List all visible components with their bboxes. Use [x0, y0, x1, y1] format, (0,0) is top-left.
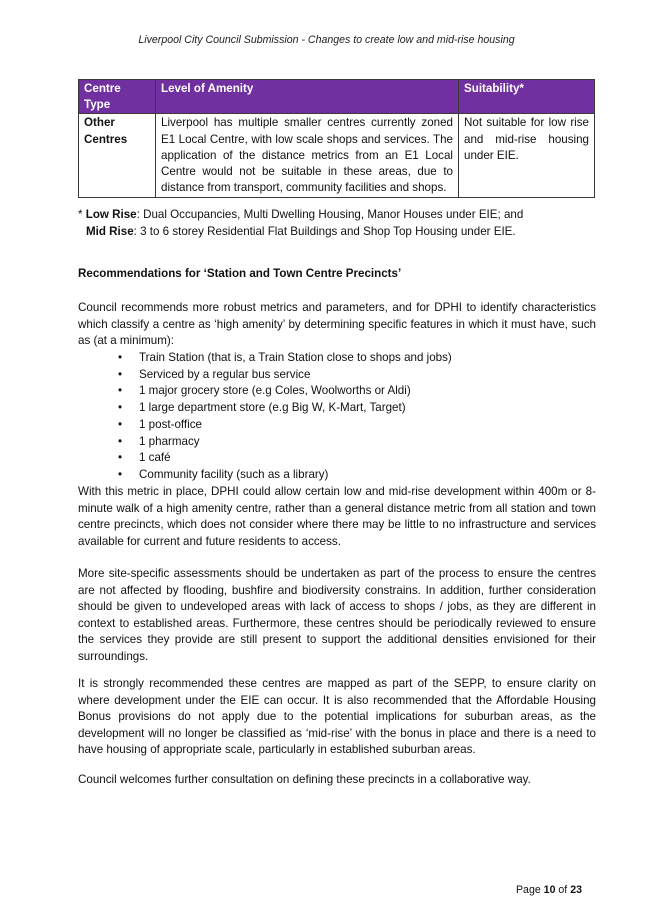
amenity-criteria-list — [78, 350, 452, 484]
bullet-icon: • — [118, 467, 123, 481]
footnote-low-rise-label: Low Rise — [85, 208, 137, 221]
list-item-text: 1 post-office — [139, 417, 202, 431]
list-item — [78, 434, 452, 451]
footnote-mid-rise-label: Mid Rise — [86, 225, 134, 238]
intro-paragraph: Council recommends more robust metrics and parameters, and for DPHI to identify characteristics which classify a centre as ‘high amenity’ by determining specific features in which it must have, such as (at a minimum): — [78, 301, 596, 348]
bullet-icon: • — [118, 384, 123, 398]
total-page-count: 23 — [570, 884, 582, 896]
current-page-number: 10 — [543, 884, 556, 896]
body-paragraph-assessments: More site-specific assessments should be undertaken as part of the process to ensure the centres are not affected by flooding, bushfire and biodiversity constrains. In addition, further consideration should be given to undeveloped areas with lack of access to shops / jobs, as they are different in context to established areas. Furthermore, these centres should be periodically reviewed to ensure the services they provide are still present to support the additional densities envisioned for their surroundings. — [78, 567, 596, 663]
list-item — [78, 367, 452, 384]
amenity-table — [78, 79, 595, 198]
section-heading: Recommendations for ‘Station and Town Centre Precincts’ — [78, 267, 402, 280]
page-label: Page — [515, 884, 544, 896]
page-number-footer — [516, 884, 582, 896]
footnote-low-rise-text: : Dual Occupancies, Multi Dwelling Housing, Manor Houses under EIE; and — [136, 208, 524, 221]
footnote-low-rise — [78, 207, 618, 224]
bullet-icon: • — [118, 451, 123, 465]
page-header-title: Liverpool City Council Submission - Changes to create low and mid-rise housing — [138, 34, 515, 46]
list-item-text: Train Station (that is, a Train Station close to shops and jobs) — [139, 351, 452, 364]
body-paragraph-metric: With this metric in place, DPHI could allow certain low and mid-rise development within 400m or 8-minute walk of a high amenity centre, rather than a general distance metric from all station and town centre precincts, which does not consider where there may be little to no infrastructure and services available for current and future residents to access. — [78, 485, 596, 548]
bullet-icon: • — [118, 351, 123, 364]
column-header-level-of-amenity: Level of Amenity — [156, 80, 459, 114]
list-item-text: 1 large department store (e.g Big W, K-Mart, Target) — [139, 401, 406, 415]
footnote-mid-rise-text: : 3 to 6 storey Residential Flat Buildings and Shop Top Housing under EIE. — [133, 225, 516, 238]
column-header-centre-type: Centre Type — [79, 80, 156, 114]
table-row — [79, 114, 595, 198]
list-item — [78, 400, 452, 417]
table-header-row — [79, 80, 595, 114]
cell-suitability: Not suitable for low rise and mid-rise housing under EIE. — [459, 114, 595, 198]
footnote-asterisk: * — [78, 208, 86, 221]
list-item-text: Community facility (such as a library) — [139, 467, 329, 481]
body-paragraph-mapping: It is strongly recommended these centres are mapped as part of the SEPP, to ensure clarity on where development under the EIE can occur. It is also recommended that the Affordable Housing Bonus provisions do not apply due to the potential implications for suburban areas, as the development will no longer be classified as ‘mid-rise’ with the bonus in place and there is a need to have housing of appropriate scale, particularly in established suburban areas. — [78, 677, 596, 757]
list-item — [78, 350, 452, 367]
bullet-icon: • — [118, 401, 123, 415]
list-item — [78, 450, 452, 467]
list-item-text: 1 café — [139, 451, 171, 465]
bullet-icon: • — [118, 367, 123, 381]
list-item-text: 1 pharmacy — [139, 434, 200, 448]
list-item-text: 1 major grocery store (e.g Coles, Woolworths or Aldi) — [139, 384, 411, 398]
bullet-icon: • — [118, 434, 123, 448]
cell-level-of-amenity: Liverpool has multiple smaller centres currently zoned E1 Local Centre, with low scale shops and services. The application of the distance metrics from an E1 Local Centre would not be suitable in these areas, due to distance from transport, community facilities and shops. — [156, 114, 459, 198]
list-item — [78, 467, 452, 484]
page-of-label: of — [555, 884, 571, 896]
column-header-suitability: Suitability* — [459, 80, 595, 114]
body-paragraph-consultation: Council welcomes further consultation on defining these precincts in a collaborative way. — [78, 773, 531, 786]
list-item — [78, 417, 452, 434]
cell-centre-type: Other Centres — [79, 114, 156, 198]
footnote-mid-rise — [86, 224, 626, 241]
list-item — [78, 383, 452, 400]
list-item-text: Serviced by a regular bus service — [139, 367, 311, 381]
bullet-icon: • — [118, 417, 123, 431]
